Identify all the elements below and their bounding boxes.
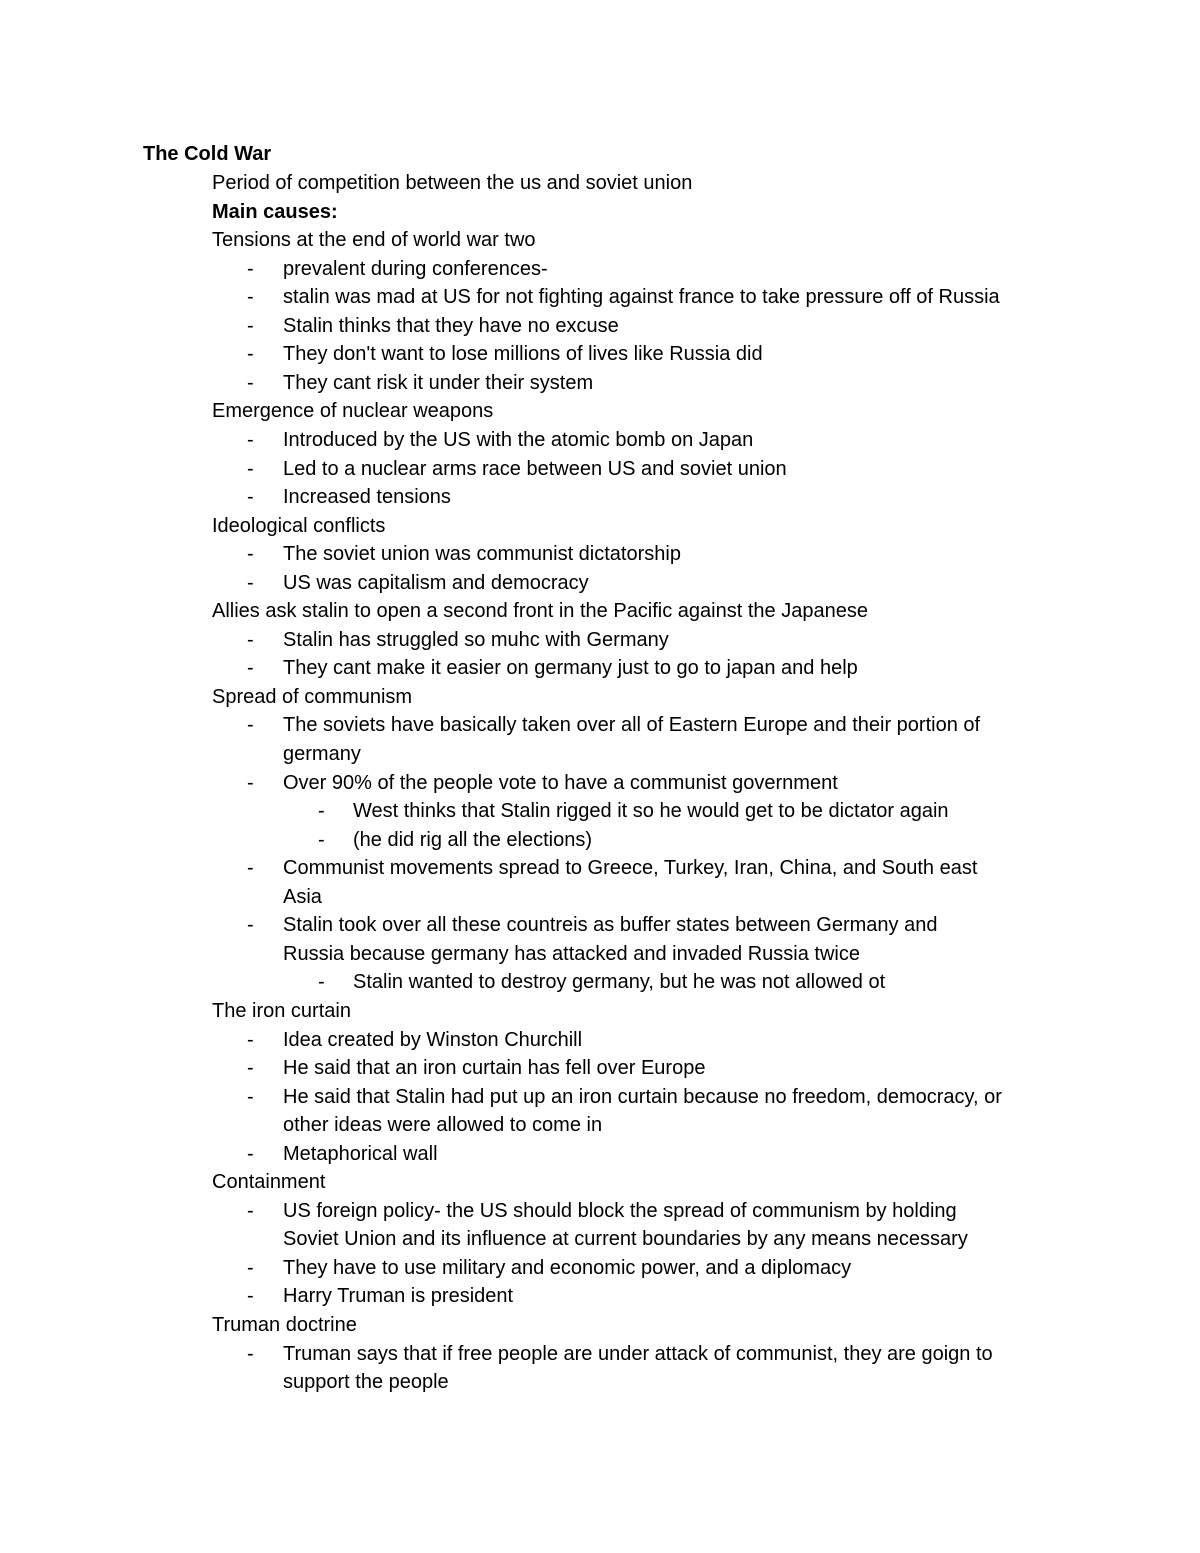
bullet-dash: - (318, 800, 325, 822)
section-heading: Period of competition between the us and soviet union (212, 172, 693, 194)
bullet-dash: - (247, 286, 254, 308)
bullet-text: Led to a nuclear arms race between US and soviet union (283, 458, 787, 480)
section-heading: The iron curtain (212, 1000, 351, 1022)
section-heading: Truman doctrine (212, 1314, 357, 1336)
bullet-text: They don't want to lose millions of lives like Russia did (283, 343, 763, 365)
bullet-text: Over 90% of the people vote to have a communist government (283, 772, 838, 794)
bullet-dash: - (318, 971, 325, 993)
section-heading: Tensions at the end of world war two (212, 229, 536, 251)
bullet-text: Asia (283, 886, 322, 908)
bullet-text: They cant make it easier on germany just to go to japan and help (283, 657, 858, 679)
bullet-dash: - (247, 1143, 254, 1165)
bullet-text: Introduced by the US with the atomic bomb on Japan (283, 429, 754, 451)
bullet-text: support the people (283, 1371, 449, 1393)
bullet-text: He said that Stalin had put up an iron curtain because no freedom, democracy, or (283, 1086, 1002, 1108)
bullet-text: other ideas were allowed to come in (283, 1114, 603, 1136)
bullet-dash: - (247, 572, 254, 594)
bullet-dash: - (247, 772, 254, 794)
section-heading: Allies ask stalin to open a second front in the Pacific against the Japanese (212, 600, 868, 622)
bullet-text: He said that an iron curtain has fell over Europe (283, 1057, 706, 1079)
bullet-text: Truman says that if free people are under attack of communist, they are goign to (283, 1343, 993, 1365)
bullet-text: Harry Truman is president (283, 1285, 514, 1307)
bullet-dash: - (247, 458, 254, 480)
bullet-text: Increased tensions (283, 486, 451, 508)
bullet-dash: - (247, 857, 254, 879)
bullet-dash: - (247, 1257, 254, 1279)
bullet-text: Stalin thinks that they have no excuse (283, 315, 619, 337)
bullet-dash: - (247, 372, 254, 394)
bullet-dash: - (247, 1343, 254, 1365)
bullet-text: Stalin has struggled so muhc with Germany (283, 629, 669, 651)
section-heading: Ideological conflicts (212, 515, 386, 537)
sub-bullet-text: West thinks that Stalin rigged it so he would get to be dictator again (353, 800, 949, 822)
section-heading: Main causes: (212, 201, 338, 223)
bullet-dash: - (247, 258, 254, 280)
bullet-text: Russia because germany has attacked and invaded Russia twice (283, 943, 860, 965)
section-heading: Emergence of nuclear weapons (212, 400, 494, 422)
document-title: The Cold War (143, 143, 272, 165)
bullet-text: The soviets have basically taken over all of Eastern Europe and their portion of (283, 714, 981, 736)
bullet-text: The soviet union was communist dictatorship (283, 543, 681, 565)
bullet-dash: - (247, 1086, 254, 1108)
bullet-text: prevalent during conferences- (283, 258, 548, 280)
bullet-dash: - (318, 829, 325, 851)
section-heading: Spread of communism (212, 686, 413, 708)
bullet-text: Communist movements spread to Greece, Turkey, Iran, China, and South east (283, 857, 978, 879)
bullet-text: US foreign policy- the US should block the spread of communism by holding (283, 1200, 957, 1222)
bullet-dash: - (247, 629, 254, 651)
bullet-text: US was capitalism and democracy (283, 572, 589, 594)
bullet-text: stalin was mad at US for not fighting against france to take pressure off of Russia (283, 286, 1000, 308)
bullet-text: Soviet Union and its influence at current boundaries by any means necessary (283, 1228, 968, 1250)
bullet-text: Idea created by Winston Churchill (283, 1029, 583, 1051)
bullet-text: germany (283, 743, 361, 765)
bullet-dash: - (247, 914, 254, 936)
sub-bullet-text: Stalin wanted to destroy germany, but he was not allowed ot (353, 971, 886, 993)
bullet-dash: - (247, 1200, 254, 1222)
bullet-dash: - (247, 657, 254, 679)
bullet-text: Stalin took over all these countreis as buffer states between Germany and (283, 914, 938, 936)
bullet-dash: - (247, 543, 254, 565)
bullet-dash: - (247, 343, 254, 365)
bullet-dash: - (247, 429, 254, 451)
bullet-dash: - (247, 1057, 254, 1079)
bullet-dash: - (247, 486, 254, 508)
bullet-text: They cant risk it under their system (283, 372, 594, 394)
bullet-dash: - (247, 1029, 254, 1051)
sub-bullet-text: (he did rig all the elections) (353, 829, 593, 851)
bullet-dash: - (247, 714, 254, 736)
section-heading: Containment (212, 1171, 326, 1193)
bullet-text: Metaphorical wall (283, 1143, 438, 1165)
bullet-text: They have to use military and economic power, and a diplomacy (283, 1257, 852, 1279)
bullet-dash: - (247, 1285, 254, 1307)
bullet-dash: - (247, 315, 254, 337)
